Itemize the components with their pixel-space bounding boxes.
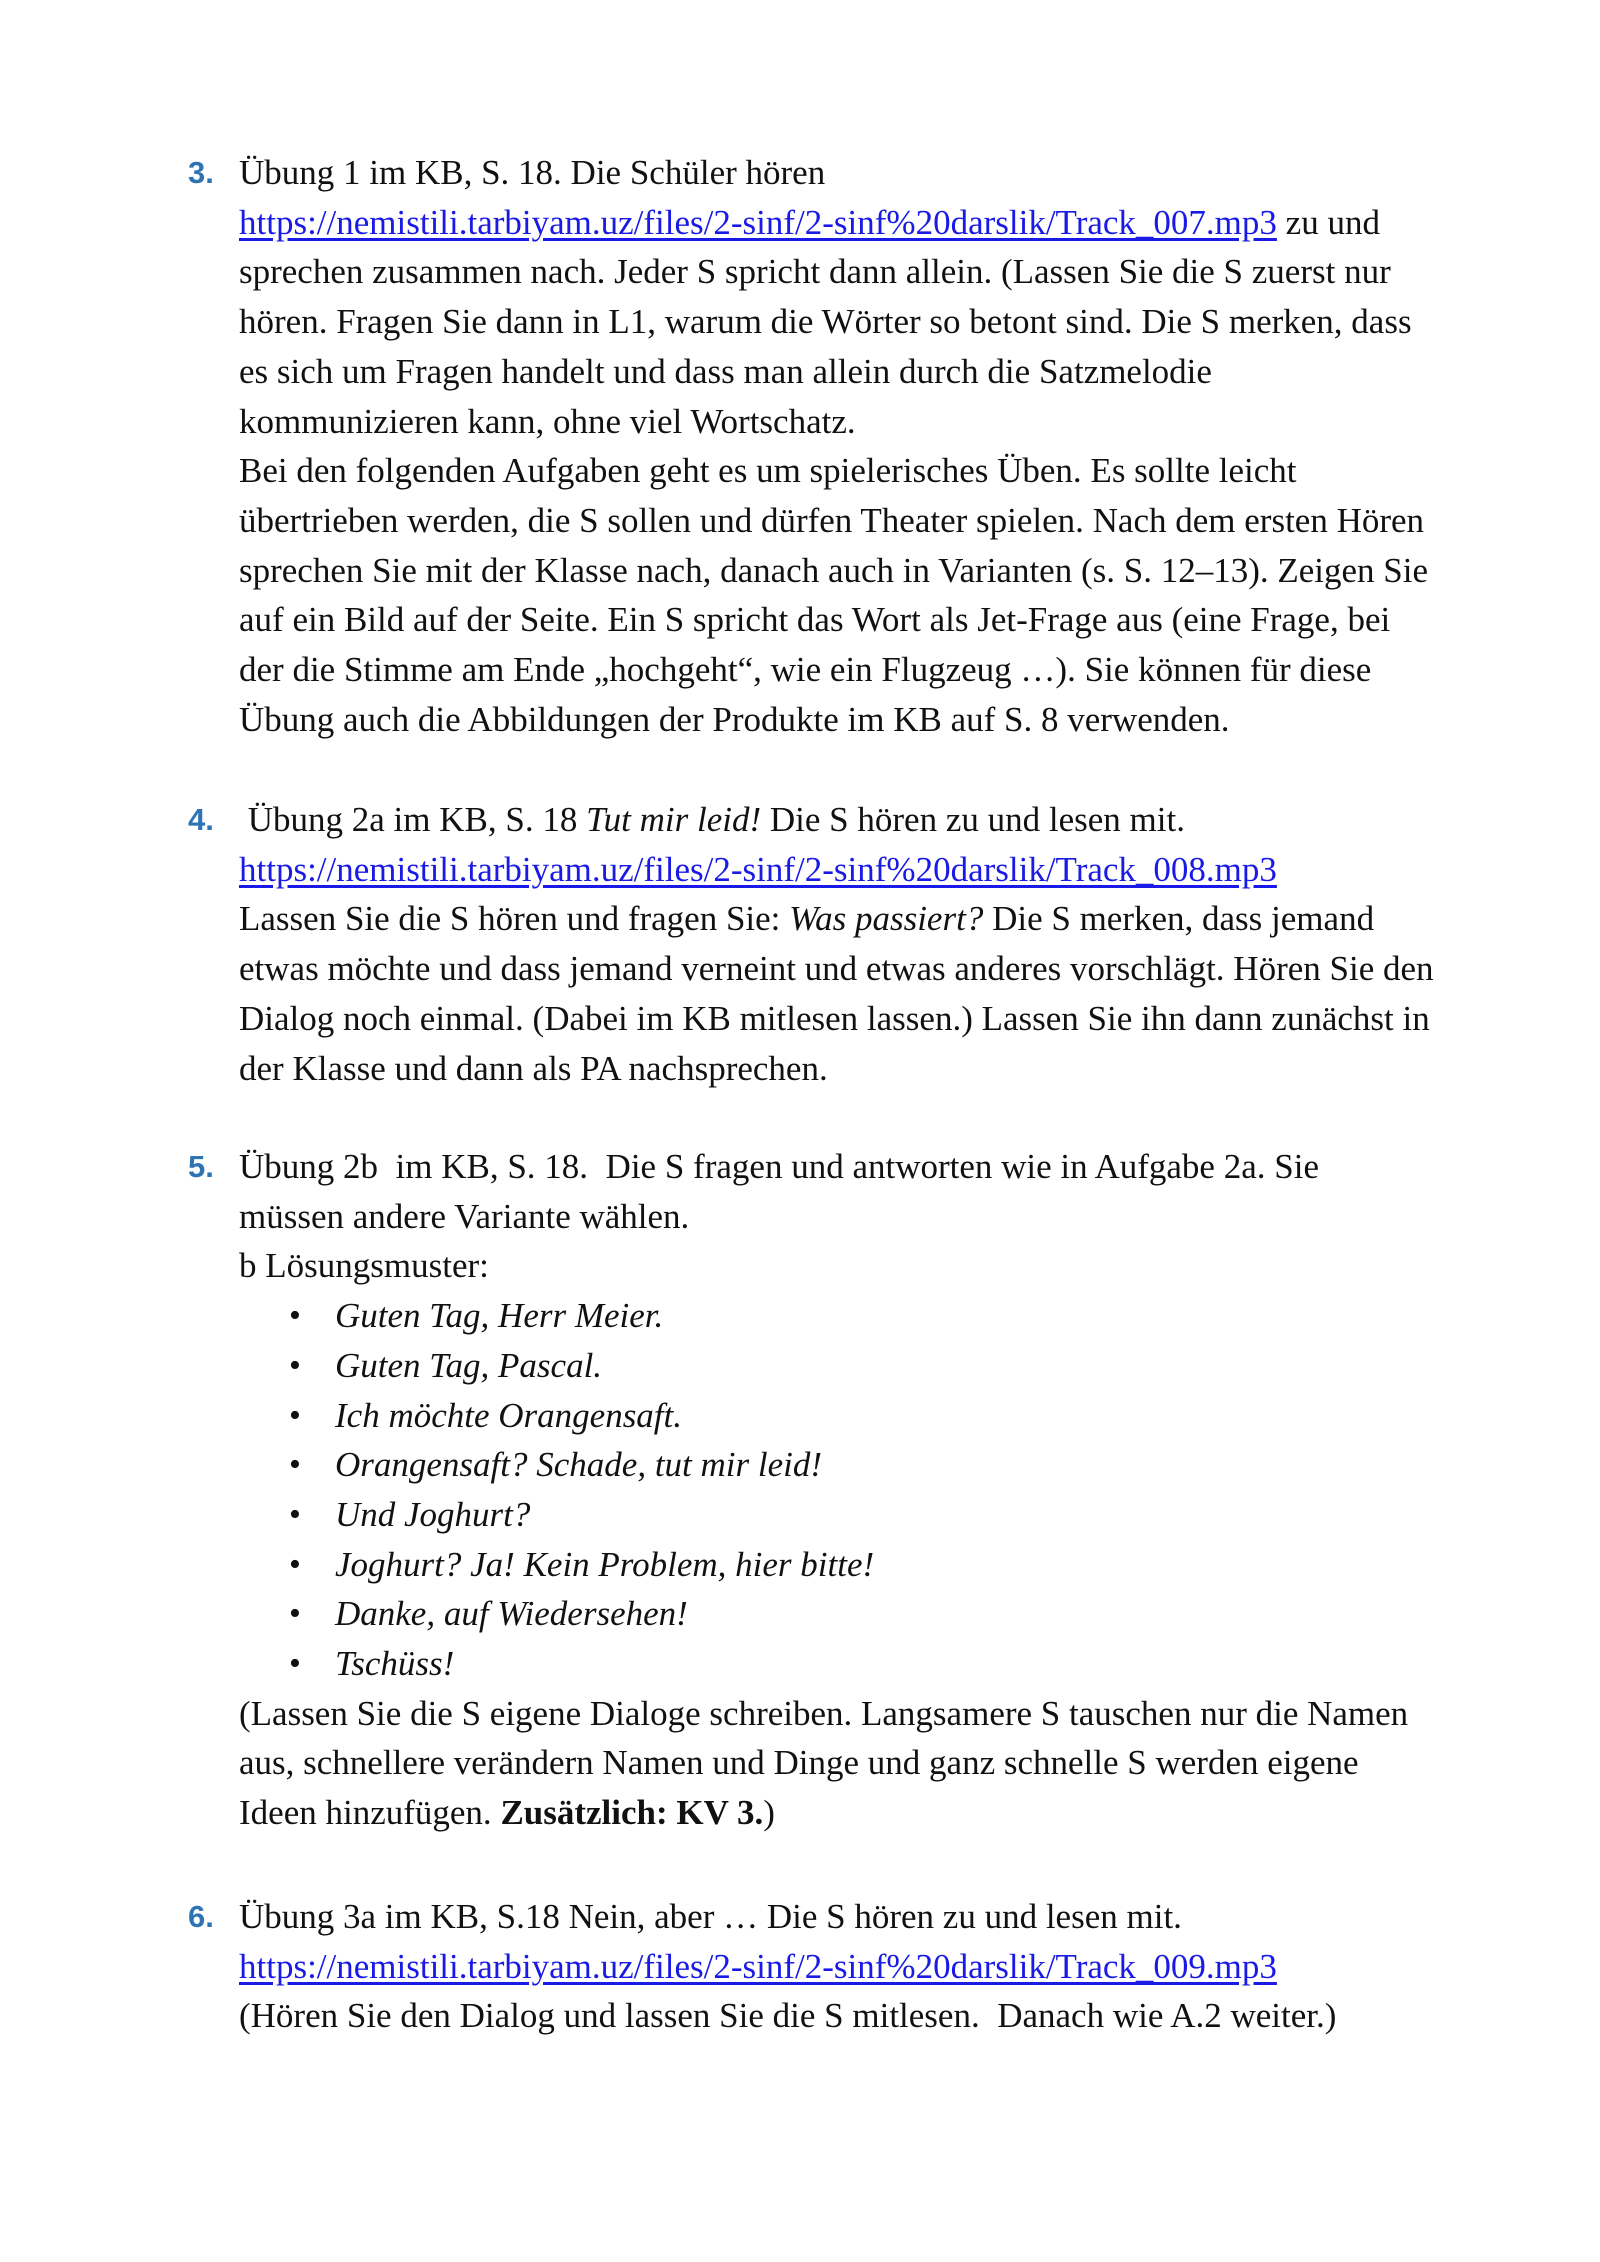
dialogue-line: Danke, auf Wiedersehen! xyxy=(335,1594,688,1634)
text-line: Übung 3a im KB, S.18 Nein, aber … Die S hören zu und lesen mit. xyxy=(239,1897,1182,1936)
solution-list xyxy=(239,1291,1528,1689)
exercise-item-6 xyxy=(188,1892,1528,2041)
audio-track-link[interactable]: https://nemistili.tarbiyam.uz/files/2-sinf/2-sinf%20darslik/Track_007.mp3 xyxy=(239,202,1277,242)
text-line: der die Stimme am Ende „hochgeht“, wie ein Flugzeug …). Sie können für diese xyxy=(239,650,1372,690)
text-fragment: Übung 2a im KB, S. 18 xyxy=(239,800,587,839)
text-line: auf ein Bild auf der Seite. Ein S spricht das Wort als Jet-Frage aus (eine Frage, bei xyxy=(239,600,1391,640)
list-item xyxy=(239,1391,1528,1441)
exercise-text xyxy=(239,795,1528,1093)
text-line: hören. Fragen Sie dann in L1, warum die Wörter so betont sind. Die S merken, dass xyxy=(239,302,1412,342)
exercise-text xyxy=(239,1142,1528,1838)
text-fragment: Die S hören zu und lesen mit. xyxy=(761,800,1185,839)
text-line xyxy=(239,1788,1528,1838)
text-line: Übung auch die Abbildungen der Produkte im KB auf S. 8 verwenden. xyxy=(239,699,1230,739)
list-number: 3. xyxy=(188,155,214,190)
list-item xyxy=(239,1291,1528,1341)
text-fragment: Die S merken, dass jemand xyxy=(983,899,1375,939)
text-line: kommunizieren kann, ohne viel Wortschatz. xyxy=(239,401,856,441)
list-item xyxy=(239,1440,1528,1490)
text-line xyxy=(239,198,1528,248)
text-fragment: Lassen Sie die S hören und fragen Sie: xyxy=(239,899,790,939)
emphasis-text: Tut mir leid! xyxy=(586,800,762,839)
text-line: der Klasse und dann als PA nachsprechen. xyxy=(239,1048,828,1088)
text-fragment: zu und xyxy=(1276,202,1380,242)
list-item xyxy=(239,1540,1528,1590)
text-line: etwas möchte und dass jemand verneint und etwas anderes vorschlägt. Hören Sie den xyxy=(239,949,1434,989)
text-line: sprechen zusammen nach. Jeder S spricht dann allein. (Lassen Sie die S zuerst nur xyxy=(239,252,1391,292)
dialogue-line: Guten Tag, Pascal. xyxy=(335,1345,603,1385)
text-line: Übung 2b im KB, S. 18. Die S fragen und antworten wie in Aufgabe 2a. Sie xyxy=(239,1147,1319,1186)
bold-text: Zusätzlich: KV 3. xyxy=(500,1793,764,1833)
audio-track-link[interactable]: https://nemistili.tarbiyam.uz/files/2-sinf/2-sinf%20darslik/Track_009.mp3 xyxy=(239,1946,1277,1986)
list-number: 4. xyxy=(188,802,214,837)
text-line: Bei den folgenden Aufgaben geht es um spielerisches Üben. Es sollte leicht xyxy=(239,451,1297,491)
text-line: (Lassen Sie die S eigene Dialoge schreiben. Langsamere S tauschen nur die Namen xyxy=(239,1693,1409,1733)
text-line: es sich um Fragen handelt und dass man allein durch die Satzmelodie xyxy=(239,351,1212,391)
text-line xyxy=(239,845,1528,895)
text-line: Dialog noch einmal. (Dabei im KB mitlesen lassen.) Lassen Sie ihn dann zunächst in xyxy=(239,998,1430,1038)
list-item xyxy=(239,1490,1528,1540)
exercise-text xyxy=(239,1892,1528,2041)
text-fragment: Ideen hinzufügen. xyxy=(239,1793,501,1833)
text-line: Übung 1 im KB, S. 18. Die Schüler hören xyxy=(239,153,826,192)
exercise-item-3 xyxy=(188,148,1528,744)
text-line: b Lösungsmuster: xyxy=(239,1246,489,1286)
emphasis-text: Was passiert? xyxy=(789,899,984,939)
text-line: aus, schnellere verändern Namen und Dinge und ganz schnelle S werden eigene xyxy=(239,1743,1359,1783)
dialogue-line: Guten Tag, Herr Meier. xyxy=(335,1296,664,1336)
dialogue-line: Orangensaft? Schade, tut mir leid! xyxy=(335,1445,823,1485)
dialogue-line: Ich möchte Orangensaft. xyxy=(335,1395,683,1435)
list-item xyxy=(239,1639,1528,1689)
exercise-item-4 xyxy=(188,795,1528,1093)
list-item xyxy=(239,1341,1528,1391)
text-line: sprechen Sie mit der Klasse nach, danach auch in Varianten (s. S. 12–13). Zeigen Sie xyxy=(239,550,1429,590)
audio-track-link[interactable]: https://nemistili.tarbiyam.uz/files/2-sinf/2-sinf%20darslik/Track_008.mp3 xyxy=(239,849,1277,889)
dialogue-line: Tschüss! xyxy=(335,1644,455,1684)
list-item xyxy=(239,1589,1528,1639)
text-line: müssen andere Variante wählen. xyxy=(239,1196,690,1236)
text-line xyxy=(239,795,1528,845)
dialogue-line: Joghurt? Ja! Kein Problem, hier bitte! xyxy=(335,1544,875,1584)
text-fragment: ) xyxy=(763,1793,775,1833)
dialogue-line: Und Joghurt? xyxy=(335,1494,531,1534)
text-line xyxy=(239,1942,1528,1992)
text-line xyxy=(239,894,1528,944)
list-number: 5. xyxy=(188,1149,214,1184)
list-number: 6. xyxy=(188,1899,214,1934)
exercise-text xyxy=(239,148,1528,744)
exercise-item-5 xyxy=(188,1142,1528,1838)
text-line: übertrieben werden, die S sollen und dürfen Theater spielen. Nach dem ersten Hören xyxy=(239,500,1425,540)
text-line: (Hören Sie den Dialog und lassen Sie die S mitlesen. Danach wie A.2 weiter.) xyxy=(239,1996,1337,2036)
